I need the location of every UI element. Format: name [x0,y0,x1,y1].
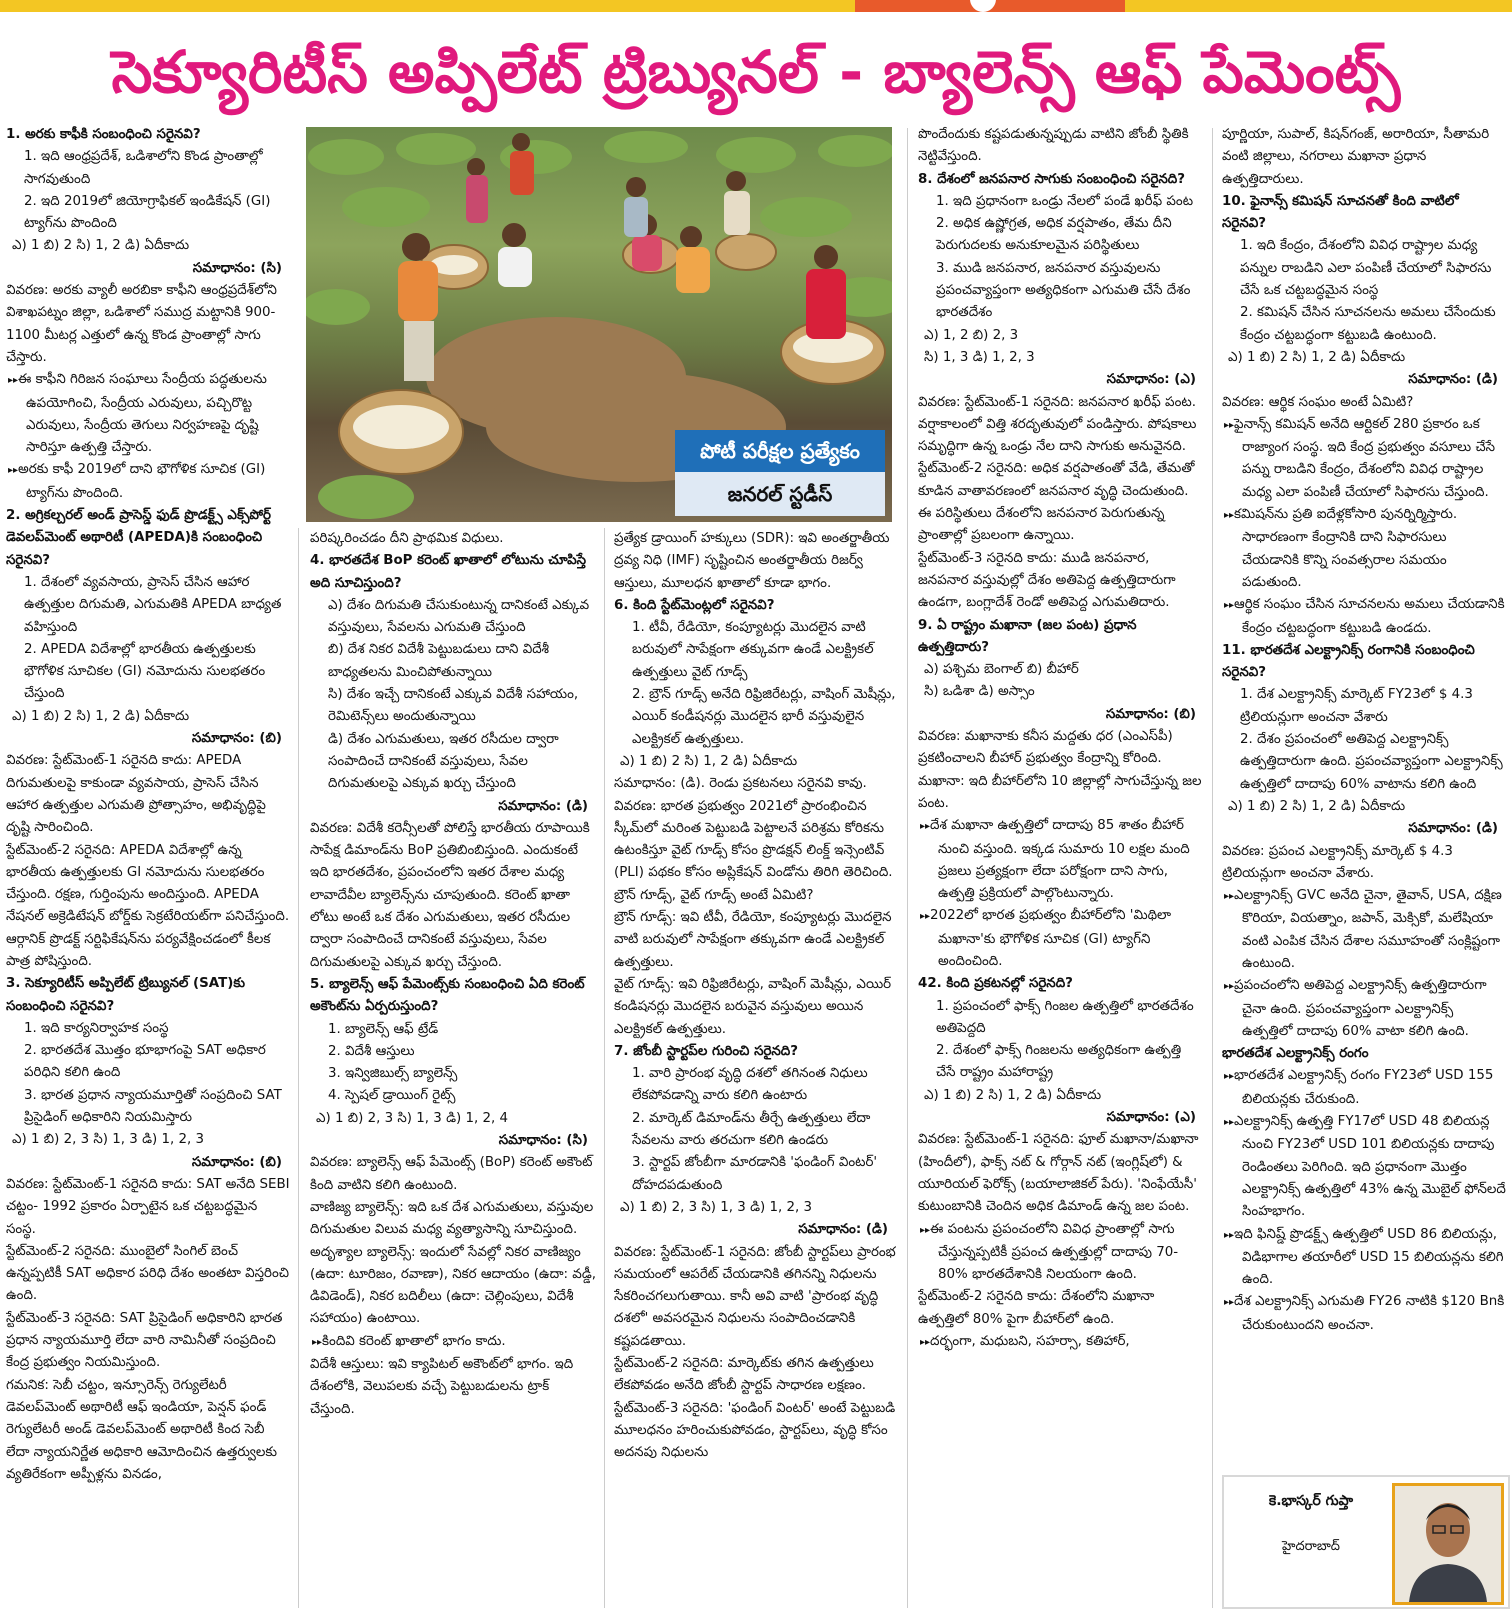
bullet-point: ▸▸ అరకు కాఫీ 2019లో దాని భౌగోళిక సూచిక (GI) ట్యాగ్‌ను పొందింది. [6,459,290,505]
bullet-point: ▸▸ ఎలక్ట్రానిక్స్ ఉత్పత్తి FY17లో USD 48 బిలియన్ల నుంచి FY23లో USD 101 బిలియన్లకు దాదాపు రెండింతలు పెరిగింది. ఇది ప్రధానంగా మొత్తం ఎలక్ట్రానిక్స్ ఉత్పత్తిలో 43% ఉన్న మొబైల్ ఫోన్‌లదే సింహభాగం. [1222,1111,1506,1223]
column-3 [614,528,896,1612]
answer-choices: ఎ) పశ్చిమ బెంగాల్ బి) బీహార్ [924,662,1079,678]
column-2 [310,528,596,1612]
bullet-point: ▸▸ ఆర్థిక సంఘం చేసిన సూచనలను అమలు చేయడానికి కేంద్రం చట్టబద్ధంగా కట్టుబడి ఉండదు. [1222,594,1506,640]
option-statement: డి) దేశం ఎగుమతులు, ఇతర రసీదుల ద్వారా సంపాదించే దానికంటే వస్తువులు, సేవల దిగుమతులపై ఎక్కువ ఖర్చు చేస్తుంది [328,731,559,792]
option-statement: 1. దేశ ఎలక్ట్రానిక్స్ మార్కెట్ FY23లో $ 4.3 ట్రిలియన్లుగా అంచనా వేశారు [1240,687,1473,725]
paragraph: పరిష్కరించడం దీని ప్రాథమిక విధులు. [310,531,504,546]
paragraph: వాణిజ్య బ్యాలెన్స్: ఇది ఒక దేశ ఎగుమతులు, వస్తువుల దిగుమతుల విలువ మధ్య వ్యత్యాసాన్ని సూచిస్తుంది. [310,1199,594,1238]
author-photo [1392,1483,1504,1605]
paragraph: వివరణ: విదేశీ కరెన్సీలతో పోలిస్తే భారతీయ రూపాయికి సాపేక్ష డిమాండ్‌ను BoP ప్రతిబింబిస్తుంది. ఎందుకంటే ఇది భారతదేశం, ప్రపంచంలోని ఇతర దేశాల మధ్య లావాదేవీల బ్యాలెన్స్‌ను చూపుతుంది. కరెంట్ ఖాతా లోటు అంటే ఒక దేశం ఎగుమతులు, ఇతర రసీదుల ద్వారా సంపాదించే దానికంటే వస్తువులు, సేవల దిగుమతులపై ఎక్కువ ఖర్చు చేస్తుంది. [310,820,590,970]
question: 11. భారతదేశ ఎలక్ట్రానిక్స్ రంగానికి సంబంధించి సరైనవి? [1222,642,1475,681]
paragraph: పూర్ణియా, సుపాల్, కిషన్‌గంజ్, అరారియా, సీతామరి వంటి జిల్లాలు, నగరాలు మఖానా ప్రధాన ఉత్పత్తిదారులు. [1222,127,1490,187]
paragraph: వివరణ: బ్యాలెన్స్ ఆఫ్ పేమెంట్స్ (BoP) కరెంట్ అకౌంట్ కింది వాటిని కలిగి ఉంటుంది. [310,1155,593,1193]
answer-choices: సి) ఒడిశా డి) అస్సాం [924,684,1035,700]
option-statement: 1. బ్యాలెన్స్ ఆఫ్ ట్రేడ్ [328,1021,439,1037]
question: 8. దేశంలో జనపనార సాగుకు సంబంధించి సరైనది? [918,171,1186,187]
answer-choices: ఎ) 1 బి) 2 సి) 1, 2 డి) ఏదీకాదు [12,708,190,724]
paragraph: వివరణ: స్టేట్‌మెంట్-1 సరైనది: జోంబీ స్టార్టప్‌లు ప్రారంభ సమయంలో ఆపరేట్ చేయడానికి తగినన్ని నిధులను సేకరించగలుగుతాయి. కానీ అవి వాటి 'ప్రారంభ వృద్ధి దశలో' అవసరమైన నిధులను సంపాదించడానికి కష్టపడతాయి. [614,1244,896,1349]
paragraph: వివరణ: మఖానాకు కనీస మద్దతు ధర (ఎంఎస్‌పీ) ప్రకటించాలని బీహార్ ప్రభుత్వం కేంద్రాన్ని కోరింది. [918,729,1173,767]
option-statement: 3. భారత ప్రధాన న్యాయమూర్తితో సంప్రదించి SAT ప్రిసైడింగ్ అధికారిని నియమిస్తారు [24,1087,282,1126]
answer-choices: ఎ) 1 బి) 2 సి) 1, 2 డి) ఏదీకాదు [1228,798,1406,814]
option-statement: 1. ఇది కార్యనిర్వాహక సంస్థ [24,1020,169,1036]
question: 9. ఏ రాష్ట్రం మఖానా (జల పంట) ప్రధాన ఉత్పత్తిదారు? [918,617,1137,655]
paragraph: స్టేట్‌మెంట్-2 సరైనది: ముంబైలో సింగిల్ బెంచ్ ఉన్నప్పటికీ SAT అధికార పరిధి దేశం అంతటా విస్తరించి ఉంది. [6,1243,290,1304]
paragraph: బ్రౌన్ గూడ్స్: ఇవి టీవీ, రేడియో, కంప్యూటర్లు మొదలైన వాటి బరువులో సాపేక్షంగా తక్కువగా ఉండే ఎలక్ట్రికల్ ఉత్పత్తులు. [614,910,892,970]
option-statement: 2. కమిషన్ చేసిన సూచనలను అమలు చేసేందుకు కేంద్రం చట్టబద్ధంగా కట్టుబడి ఉంటుంది. [1240,305,1496,343]
bullet-point: ▸▸ 2022లో భారత ప్రభుత్వం బీహార్‌లోని 'మిథిలా మఖానా'కు భౌగోళిక సూచిక (GI) ట్యాగ్‌ని అందించింది. [918,905,1204,973]
option-statement: 1. టీవీ, రేడియో, కంప్యూటర్లు మొదలైన వాటి బరువులో సాపేక్షంగా తక్కువగా ఉండే ఎలక్ట్రికల్ ఉత్పత్తులు వైట్ గూడ్స్ [632,620,874,680]
paragraph: వివరణ: అరకు వ్యాలీ అరబికా కాఫీని ఆంధ్రప్రదేశ్‌లోని విశాఖపట్నం జిల్లా, ఒడిశాలో సముద్ర మట్టానికి 900-1100 మీటర్ల ఎత్తులో ఉన్న కొండ ప్రాంతాల్లో సాగు చేస్తారు. [6,283,277,365]
option-statement: బి) దేశ నికర విదేశీ పెట్టుబడులు దాని విదేశీ బాధ్యతలను మించిపోతున్నాయి [328,642,550,680]
option-statement: సి) దేశం ఇచ్చే దానికంటే ఎక్కువ విదేశీ సహాయం, రెమిటెన్స్‌లు అందుతున్నాయి [328,687,579,725]
paragraph: వివరణ: ఆర్థిక సంఘం అంటే ఏమిటి? [1222,394,1414,410]
author-name: కె.భాస్కర్ గుప్తా [1268,1493,1354,1509]
question: 42. కింది ప్రకటనల్లో సరైనది? [918,976,1073,992]
question: 2. అగ్రికల్చరల్ అండ్ ప్రాసెస్డ్ ఫుడ్ ప్రొడక్ట్స్ ఎక్స్‌పోర్ట్ డెవలప్‌మెంట్ అథారిటీ (APEDA)కి సంబంధించి సరైనవి? [6,508,271,568]
section-badge: జనరల్ స్టడీస్ [675,472,885,516]
option-statement: 3. ఇన్విజిబుల్స్ బ్యాలెన్స్ [328,1066,458,1082]
option-statement: 2. విదేశీ ఆస్తులు [328,1043,415,1059]
paragraph: స్టేట్‌మెంట్-2 సరైనది: మార్కెట్‌కు తగిన ఉత్పత్తులు లేకపోవడం అనేది జోంబీ స్టార్టప్ సాధారణ లక్షణం. [614,1355,874,1394]
bullet-point: ▸▸ భారతదేశ ఎలక్ట్రానిక్స్ రంగం FY23లో USD 155 బిలియన్లకు చేరుకుంది. [1222,1065,1506,1111]
question: 6. కింది స్టేట్‌మెంట్లలో సరైనవి? [614,597,775,613]
paragraph: పొందేందుకు కష్టపడుతున్నప్పుడు వాటిని జోంబీ స్థితికి నెట్టివేస్తుంది. [918,127,1189,165]
paragraph: స్టేట్‌మెంట్-3 సరైనది: 'ఫండింగ్ వింటర్' అంటే పెట్టుబడి మూలధనం హరించుకుపోవడం, స్టార్టప్‌లు, వృద్ధి కోసం అదనపు నిధులను [614,1400,896,1461]
bullet-point: ▸▸ దేశ మఖానా ఉత్పత్తిలో దాదాపు 85 శాతం బీహార్ నుంచి వస్తుంది. ఇక్కడ సుమారు 10 లక్షల మంది ప్రజలు ప్రత్యక్షంగా లేదా పరోక్షంగా దాని సాగు, ఉత్పత్తి ప్రక్రియలో పాల్గొంటున్నారు. [918,815,1204,905]
answer-line: సమాధానం: (డి) [1408,821,1498,837]
special-badge: పోటీ పరీక్షల ప్రత్యేకం [675,430,885,472]
answer-line: సమాధానం: (బి) [191,1154,282,1170]
option-statement: 1. ఇది కేంద్రం, దేశంలోని వివిధ రాష్ట్రాల మధ్య పన్నుల రాబడిని ఎలా పంపిణీ చేయాలో సిఫారసు చేసే ఒక చట్టబద్ధమైన సంస్థ [1240,238,1492,299]
paragraph: వైట్ గూడ్స్: ఇవి రిఫ్రిజిరేటర్లు, వాషింగ్ మెషీన్లు, ఎయిర్ కండిషనర్లు మొదలైన బరువైన వస్తువులు అయిన ఎలక్ట్రికల్ ఉత్పత్తులు. [614,976,892,1037]
bullet-point: ▸▸ దర్భంగా, మధుబని, సహర్సా, కతిహార్, [918,1331,1204,1354]
bullet-point: ▸▸ కిందివి కరెంట్ ఖాతాలో భాగం కాదు. [310,1331,596,1354]
option-statement: 1. వారి ప్రారంభ వృద్ధి దశలో తగినంత నిధులు లేకపోవడాన్ని వారు కలిగి ఉంటారు [632,1066,868,1104]
answer-line: సమాధానం: (బి) [191,731,282,747]
bullet-point: ▸▸ కమిషన్‌ను ప్రతి ఐదేళ్లకోసారి పునర్నిర్మిస్తారు. సాధారణంగా కేంద్రానికి దాని సిఫారసులు చేయడానికి కొన్ని సంవత్సరాల సమయం పడుతుంది. [1222,504,1506,594]
answer-line: సమాధానం: (సి) [192,260,282,276]
paragraph: ప్రత్యేక డ్రాయింగ్ హక్కులు (SDR): ఇవి అంతర్జాతీయ ద్రవ్య నిధి (IMF) సృష్టించిన అంతర్జాతీయ రిజర్వ్ ఆస్తులు, మూలధన ఖాతాలో కూడా భాగం. [614,531,890,591]
answer-line: సమాధానం: (డి) [798,1222,888,1238]
option-statement: 2. అధిక ఉష్ణోగ్రత, అధిక వర్షపాతం, తేమ దీని పెరుగుదలకు అనుకూలమైన పరిస్థితులు [936,216,1172,254]
paragraph: స్టేట్‌మెంట్-3 సరైనది కాదు: ముడి జనపనార, జనపనార వస్తువుల్లో దేశం అతిపెద్ద ఉత్పత్తిదారుగా ఉండగా, బంగ్లాదేశ్ రెండో అతిపెద్ద ఎగుమతిదారు. [918,550,1176,611]
answer-choices: ఎ) 1 బి) 2 సి) 1, 2 డి) ఏదీకాదు [620,753,798,769]
option-statement: 2. దేశం ప్రపంచంలో అతిపెద్ద ఎలక్ట్రానిక్స్ ఉత్పత్తిదారుగా ఉంది. ప్రపంచవ్యాప్తంగా ఎలక్ట్రానిక్స్ ఉత్పత్తిలో దాదాపు 60% వాటాను కలిగి ఉంది [1240,732,1503,792]
answer-line: సమాధానం: (డి) [498,798,588,814]
option-statement: ఎ) దేశం దిగుమతి చేసుకుంటున్న దానికంటే ఎక్కువ వస్తువులు, సేవలను ఎగుమతి చేస్తుంది [328,597,590,636]
question: భారతదేశ ఎలక్ట్రానిక్స్ రంగం [1222,1046,1369,1062]
bullet-point: ▸▸ ఫైనాన్స్ కమిషన్ అనేది ఆర్టికల్ 280 ప్రకారం ఒక రాజ్యాంగ సంస్థ. ఇది కేంద్ర ప్రభుత్వం వసూలు చేసే పన్ను రాబడిని కేంద్రం, దేశంలోని వివిధ రాష్ట్రాల మధ్య ఎలా పంపిణీ చేయాలో సిఫారసు చేస్తుంది. [1222,414,1506,504]
column-5 [1222,124,1506,1469]
answer-choices: ఎ) 1 బి) 2, 3 సి) 1, 3 డి) 1, 2, 3 [12,1132,205,1148]
option-statement: 2. బ్రౌన్ గూడ్స్ అనేది రిఫ్రిజిరేటర్లు, వాషింగ్ మెషీన్లు, ఎయిర్ కండీషనర్లు మొదలైన భారీ వస్తువులైన ఎలక్ట్రికల్ ఉత్పత్తులు. [632,687,896,747]
option-statement: 3. ముడి జనపనార, జనపనార వస్తువులను ప్రపంచవ్యాప్తంగా అత్యధికంగా ఎగుమతి చేసే దేశం భారతదేశం [936,260,1191,321]
column-rule [604,528,605,1608]
column-rule [298,528,299,1608]
answer-choices: ఎ) 1 బి) 2 సి) 1, 2 డి) ఏదీకాదు [1228,349,1406,365]
option-statement: 1. దేశంలో వ్యవసాయ, ప్రాసెస్ చేసిన ఆహార ఉత్పత్తుల దిగుమతి, ఎగుమతికి APEDA బాధ్యత వహిస్తుంది [24,574,282,635]
option-statement: 2. దేశంలో ఫాక్స్ గింజలను అత్యధికంగా ఉత్పత్తి చేసే రాష్ట్రం మహారాష్ట్ర [936,1043,1182,1081]
paragraph: మఖానా: ఇది బీహార్‌లోని 10 జిల్లాల్లో సాగుచేస్తున్న జల పంట. [918,773,1202,811]
option-statement: 1. ఇది ఆంధ్రప్రదేశ్, ఒడిశాలోని కొండ ప్రాంతాల్లో సాగవుతుంది [24,149,263,187]
author-place: హైదరాబాద్ [1282,1539,1340,1554]
answer-line: సమాధానం: (ఎ) [1106,372,1196,388]
paragraph: వివరణ: స్టేట్‌మెంట్-1 సరైనది కాదు: APEDA దిగుమతులపై కాకుండా వ్యవసాయ, ప్రాసెస్ చేసిన ఆహార ఉత్పత్తుల ఎగుమతి ప్రోత్సాహం, అభివృద్ధిపై దృష్టి సారించింది. [6,753,266,836]
question: 5. బ్యాలెన్స్ ఆఫ్ పేమెంట్స్‌కు సంబంధించి ఏది కరెంట్ అకౌంట్‌ను ఏర్పరుస్తుంది? [310,976,585,1015]
option-statement: 2. మార్కెట్ డిమాండ్‌ను తీర్చే ఉత్పత్తులు లేదా సేవలను వారు తరచుగా కలిగి ఉండరు [632,1110,871,1149]
paragraph: బ్రౌన్ గూడ్స్, వైట్ గూడ్స్ అంటే ఏమిటి? [614,887,814,903]
answer-line: సమాధానం: (ఎ) [1106,1110,1196,1126]
bullet-point: ▸▸ ఎలక్ట్రానిక్స్ GVC అనేది చైనా, తైవాన్, USA, దక్షిణ కొరియా, వియత్నాం, జపాన్, మెక్సికో, మలేషియా వంటి ఎంపిక చేసిన దేశాల సమూహంతో సంక్లిష్టంగా ఉంటుంది. [1222,885,1506,975]
paragraph: వివరణ: స్టేట్‌మెంట్-1 సరైనది కాదు: SAT అనేది SEBI చట్టం- 1992 ప్రకారం ఏర్పాటైన ఒక చట్టబద్ధమైన సంస్థ. [6,1176,290,1237]
paragraph: స్టేట్‌మెంట్-2 సరైనది: అధిక వర్షపాతంతో వేడి, తేమతో కూడిన వాతావరణంలో జనపనార వృద్ధి చెందుతుంది. ఈ పరిస్థితులు దేశంలోని జనపనార పెరుగుతున్న ప్రాంతాల్లో ప్రబలంగా ఉన్నాయి. [918,461,1195,544]
column-4 [918,124,1204,1612]
bullet-point: ▸▸ ఈ కాఫీని గిరిజన సంఘాలు సేంద్రీయ పద్ధతులను ఉపయోగించి, సేంద్రీయ ఎరువులు, పచ్చిరొట్ట ఎరువులు, సేంద్రీయ తెగులు నిర్వహణపై దృష్టి సారిస్తూ ఉత్పత్తి చేస్తారు. [6,369,290,459]
answer-line: సమాధానం: (సి) [498,1133,588,1149]
bullet-point: ▸▸ ఇది ఫినిష్డ్ ప్రొడక్ట్స్ ఉత్పత్తిలో USD 86 బిలియన్లు, విడిభాగాల తయారీలో USD 15 బిలియన్లను కలిగి ఉంది. [1222,1224,1506,1292]
paragraph: వివరణ: స్టేట్‌మెంట్-1 సరైనది: జనపనార ఖరీఫ్ పంట. వర్షాకాలంలో విత్తి శరదృతువులో పండిస్తారు. పోషకాలు సమృద్ధిగా ఉన్న ఒండ్రు నేల దాని సాగుకు అనువైనది. [918,394,1197,455]
question: 1. అరకు కాఫీకి సంబంధించి సరైనవి? [6,127,201,142]
column-1 [6,124,290,1612]
paragraph: స్టేట్‌మెంట్-2 సరైనది కాదు: దేశంలోని మఖానా ఉత్పత్తిలో 80% పైగా బీహార్‌లో ఉంది. [918,1289,1155,1327]
top-color-bar [0,0,1512,12]
paragraph: వివరణ: ప్రపంచ ఎలక్ట్రానిక్స్ మార్కెట్ $ 4.3 ట్రిలియన్లుగా అంచనా వేశారు. [1222,843,1453,881]
author-box [1222,1475,1510,1609]
option-statement: 3. స్టార్టప్ జోంబీగా మారడానికి 'ఫండింగ్ వింటర్' దోహదపడుతుంది [632,1155,878,1193]
bullet-point: ▸▸ దేశ ఎలక్ట్రానిక్స్ ఎగుమతి FY26 నాటికి $120 Bnకి చేరుకుంటుందని అంచనా. [1222,1291,1506,1337]
bullet-point: ▸▸ ఈ పంటను ప్రపంచంలోని వివిధ ప్రాంతాల్లో సాగు చేస్తున్నప్పటికీ ప్రపంచ ఉత్పత్తుల్లో దాదాపు 70-80% భారతదేశానికి నిలయంగా ఉంది. [918,1219,1204,1287]
answer-choices: ఎ) 1 బి) 2, 3 సి) 1, 3 డి) 1, 2, 3 [620,1199,813,1215]
option-statement: 2. భారతదేశ మొత్తం భూభాగంపై SAT అధికార పరిధిని కలిగి ఉంది [24,1043,266,1081]
paragraph: వివరణ: స్టేట్‌మెంట్-1 సరైనది: ఫూల్ మఖానా/మఖానా (హిందీలో), ఫాక్స్ నట్ & గోర్గాన్ నట్ (ఇంగ్లిష్‌లో) & యూరియల్ ఫెరోక్స్ (బయాలాజికల్ పేరు). 'నింఫేయేసీ' కుటుంబానికి చెందిన అధిక డిమాండ్ ఉన్న జల పంట. [918,1132,1199,1215]
paragraph: స్టేట్‌మెంట్-3 సరైనది: SAT ప్రిసైడింగ్ అధికారిని భారత ప్రధాన న్యాయమూర్తి లేదా వారి నామినీతో సంప్రదించి కేంద్ర ప్రభుత్వం నియమిస్తుంది. [6,1310,283,1371]
paragraph: అదృశ్యాల బ్యాలెన్స్: ఇందులో సేవల్లో నికర వాణిజ్యం (ఉదా: టూరిజం, రవాణా), నికర ఆదాయం (ఉదా: వడ్డీ, డివిడెండ్), నికర బదిలీలు (ఉదా: చెల్లింపులు, విదేశీ సహాయం) ఉంటాయి. [310,1244,596,1327]
answer-line: సమాధానం: (డి) [1408,372,1498,388]
paragraph: స్టేట్‌మెంట్-2 సరైనది: APEDA విదేశాల్లో ఉన్న భారతీయ ఉత్పత్తులకు GI నమోదును సులభతరం చేస్తుంది. రక్షణ, గుర్తింపును అందిస్తుంది. APEDA నేషనల్ అక్రెడిటేషన్ బోర్డ్‌కు సెక్రటేరియట్‌గా పనిచేస్తుంది. ఆర్గానిక్ ప్రొడక్ట్ సర్టిఫికేషన్‌ను పర్యవేక్షించడంలో కీలక పాత్ర పోషిస్తుంది. [6,842,290,969]
option-statement: 1. ఇది ప్రధానంగా ఒండ్రు నేలలో పండే ఖరీఫ్ పంట [936,193,1194,209]
paragraph: గమనిక: సెబీ చట్టం, ఇన్సూరెన్స్ రెగ్యులేటరీ డెవలప్‌మెంట్ అథారిటీ ఆఫ్ ఇండియా, పెన్షన్ ఫండ్ రెగ్యులేటరీ అండ్ డెవలప్‌మెంట్ అథారిటీ కింద సెబీ లేదా న్యాయనిర్ణేత అధికారి ఆమోదించిన ఉత్తర్వులకు వ్యతిరేకంగా అప్పీళ్లను వినడం, [6,1377,278,1482]
answer-choices: ఎ) 1 బి) 2 సి) 1, 2 డి) ఏదీకాదు [12,238,190,254]
answer-line: సమాధానం: (బి) [1105,706,1196,722]
column-rule [1212,128,1213,1608]
answer-choices: సి) 1, 3 డి) 1, 2, 3 [924,349,1035,365]
answer-choices: ఎ) 1 బి) 2, 3 సి) 1, 3 డి) 1, 2, 4 [316,1110,509,1126]
bullet-point: ▸▸ ప్రపంచంలోని అతిపెద్ద ఎలక్ట్రానిక్స్ ఉత్పత్తిదారుగా చైనా ఉంది. ప్రపంచవ్యాప్తంగా ఎలక్ట్రానిక్స్ ఉత్పత్తిలో దాదాపు 60% వాటా కలిగి ఉంది. [1222,975,1506,1043]
paragraph: సమాధానం: (డి). రెండు ప్రకటనలు సరైనవి కావు. [614,776,867,792]
paragraph: విదేశీ ఆస్తులు: ఇవి క్యాపిటల్ అకౌంట్‌లో భాగం. ఇది దేశంలోకి, వెలుపలకు వచ్చే పెట్టుబడులను ట్రాక్ చేస్తుంది. [310,1356,574,1417]
question: 3. సెక్యూరిటీస్ అప్పిలేట్ ట్రిబ్యునల్ (SAT)కు సంబంధించి సరైనవి? [6,976,245,1014]
option-statement: 2. ఇది 2019లో జియోగ్రాఫికల్ ఇండికేషన్ (GI) ట్యాగ్‌ను పొందింది [24,193,271,232]
answer-choices: ఎ) 1 బి) 2 సి) 1, 2 డి) ఏదీకాదు [924,1087,1102,1103]
question: 10. ఫైనాన్స్ కమిషన్ సూచనతో కింది వాటిలో సరైనవి? [1222,193,1459,232]
option-statement: 2. APEDA విదేశాల్లో భారతీయ ఉత్పత్తులకు భౌగోళిక సూచికల (GI) నమోదును సులభతరం చేస్తుంది [24,641,266,702]
option-statement: 4. స్పెషల్ డ్రాయింగ్ రైట్స్ [328,1088,456,1104]
column-rule [907,128,908,1608]
answer-choices: ఎ) 1, 2 బి) 2, 3 [924,327,1019,343]
question: 4. భారతదేశ BoP కరెంట్ ఖాతాలో లోటును చూపిస్తే అది సూచిస్తుంది? [310,553,587,591]
page-headline: సెక్యూరిటీస్ అప్పిలేట్ ట్రిబ్యునల్ - బ్యాలెన్స్ ఆఫ్ పేమెంట్స్ [111,38,1401,106]
question: 7. జోంబీ స్టార్టప్‌ల గురించి సరైనది? [614,1043,799,1059]
paragraph: వివరణ: భారత ప్రభుత్వం 2021లో ప్రారంభించిన స్కీమ్‌లో మరింత పెట్టుబడి పెట్టాలనే పరిశ్రమ కోరికను ఉటంకిస్తూ వైట్ గూడ్స్ కోసం ప్రొడక్షన్ లింక్డ్ ఇన్సెంటివ్ (PLI) పథకం కోసం అప్లికేషన్ విండోను తిరిగి తెరిచింది. [614,798,893,881]
option-statement: 1. ప్రపంచంలో ఫాక్స్ గింజల ఉత్పత్తిలో భారతదేశం అతిపెద్దది [936,998,1194,1036]
